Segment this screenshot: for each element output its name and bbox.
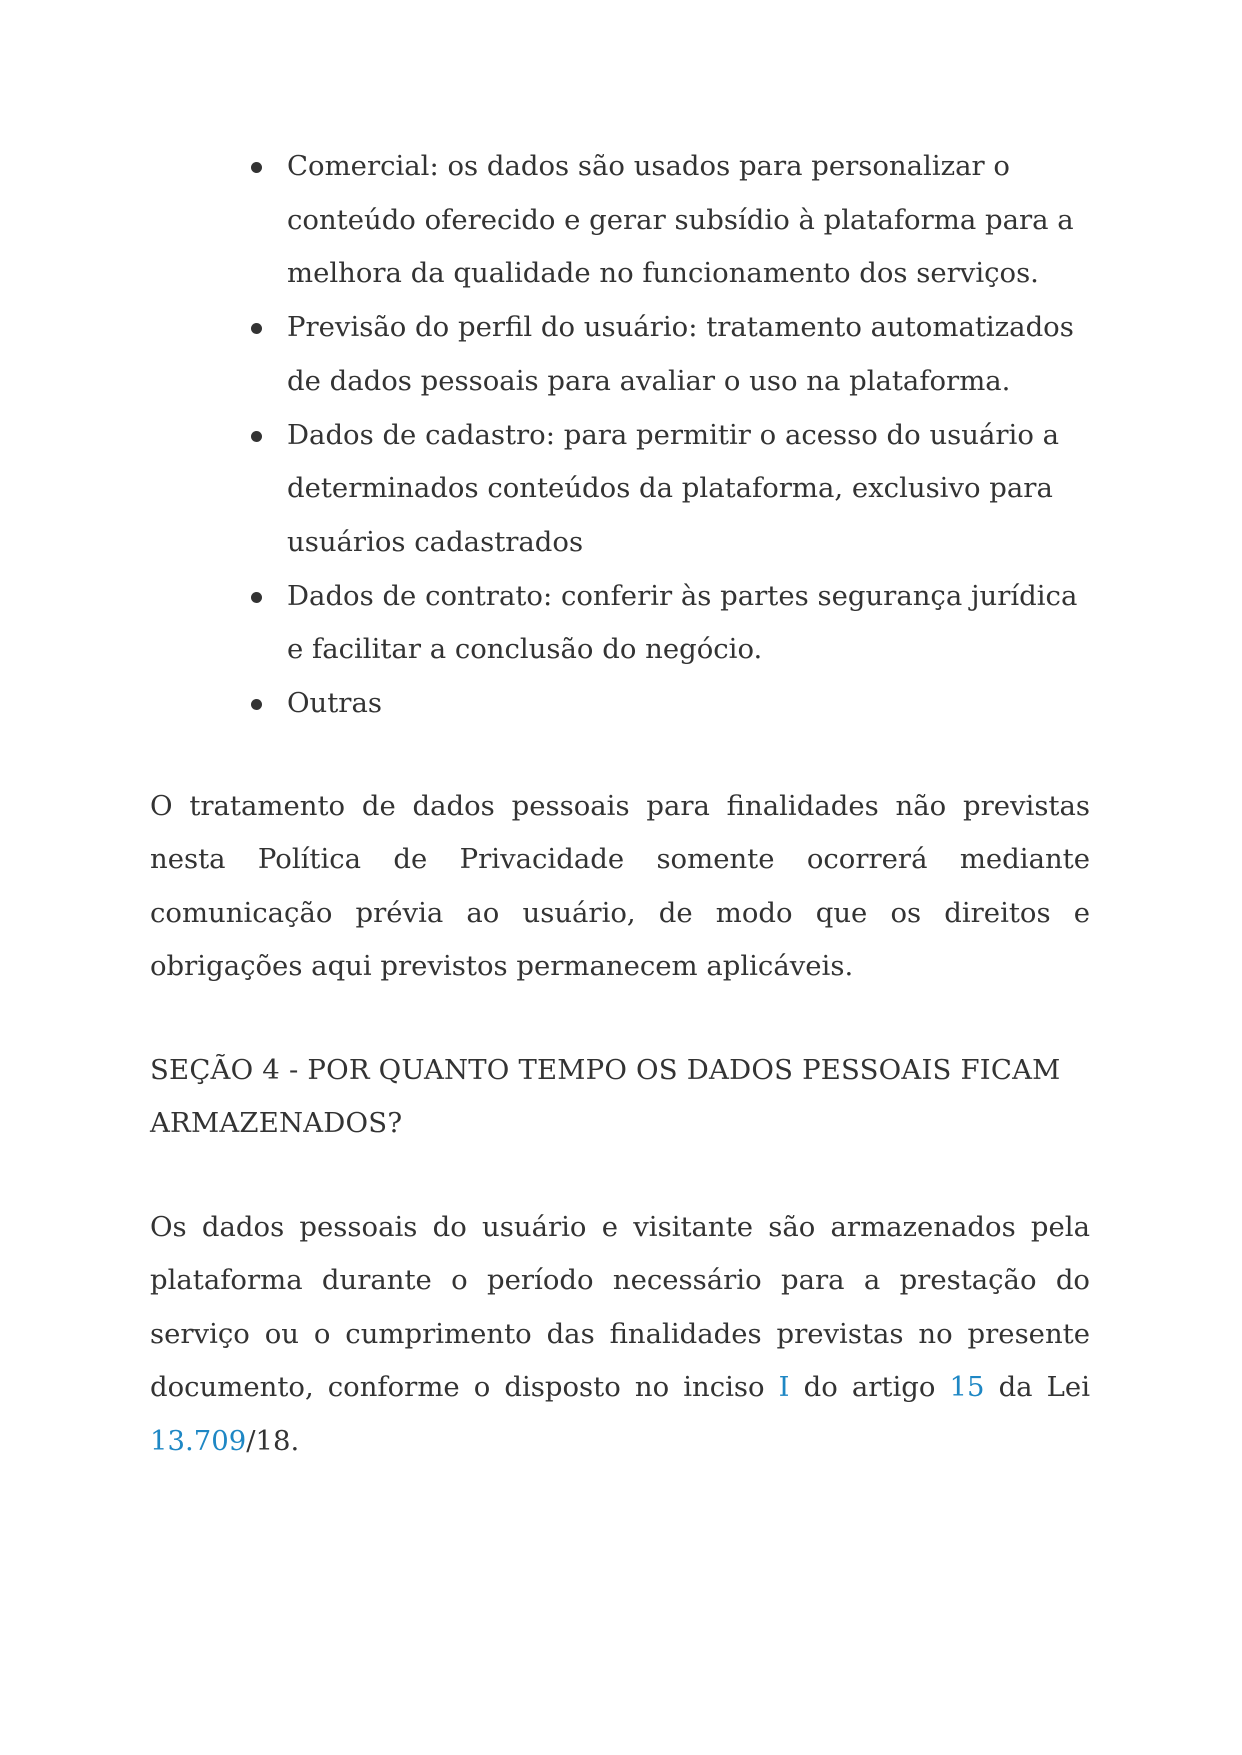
retention-text: da Lei (984, 1371, 1090, 1404)
bullet-icon (251, 431, 262, 442)
list-item-text: Comercial: os dados são usados para personalizar o conteúdo oferecido e gerar subsídio à plataforma para a melhora da qualidade no funcionamento dos serviços. (287, 150, 1074, 290)
retention-text: do artigo (789, 1371, 950, 1404)
retention-paragraph (150, 1201, 1090, 1469)
list-item-text: Outras (287, 687, 382, 720)
list-item (287, 409, 1090, 570)
bullet-icon (251, 592, 262, 603)
bullet-icon (251, 323, 262, 334)
list-item (287, 301, 1090, 408)
list-item-text: Previsão do perfil do usuário: tratamento automatizados de dados pessoais para avaliar o uso na plataforma. (287, 311, 1074, 397)
list-item (287, 140, 1090, 301)
list-item (287, 570, 1090, 677)
purpose-list (150, 140, 1090, 731)
section-heading: SEÇÃO 4 - POR QUANTO TEMPO OS DADOS PESSOAIS FICAM ARMAZENADOS? (150, 1053, 1061, 1140)
list-item (287, 677, 1090, 731)
bullet-icon (251, 162, 262, 173)
bullet-icon (251, 699, 262, 710)
policy-paragraph: O tratamento de dados pessoais para finalidades não previstas nesta Política de Privacidade somente ocorrerá mediante comunicação prévia ao usuário, de modo que os direitos e obrigações aqui previstos permanecem aplicáveis. (150, 789, 1090, 983)
retention-text: Os dados pessoais do usuário e visitante são armazenados pela plataforma durante o período necessário para a prestação do serviço ou o cumprimento das finalidades previstas no presente documento, conforme o disposto no inciso (150, 1210, 1090, 1404)
retention-text: /18. (246, 1424, 300, 1457)
list-item-text: Dados de cadastro: para permitir o acesso do usuário a determinados conteúdos da plataforma, exclusivo para usuários cadastrados (287, 418, 1060, 558)
inciso-link[interactable]: I (778, 1371, 790, 1404)
lei-link[interactable]: 13.709 (150, 1424, 247, 1457)
list-item-text: Dados de contrato: conferir às partes segurança jurídica e facilitar a conclusão do negócio. (287, 579, 1078, 666)
document-content (150, 140, 1090, 1468)
artigo-link[interactable]: 15 (949, 1371, 985, 1404)
